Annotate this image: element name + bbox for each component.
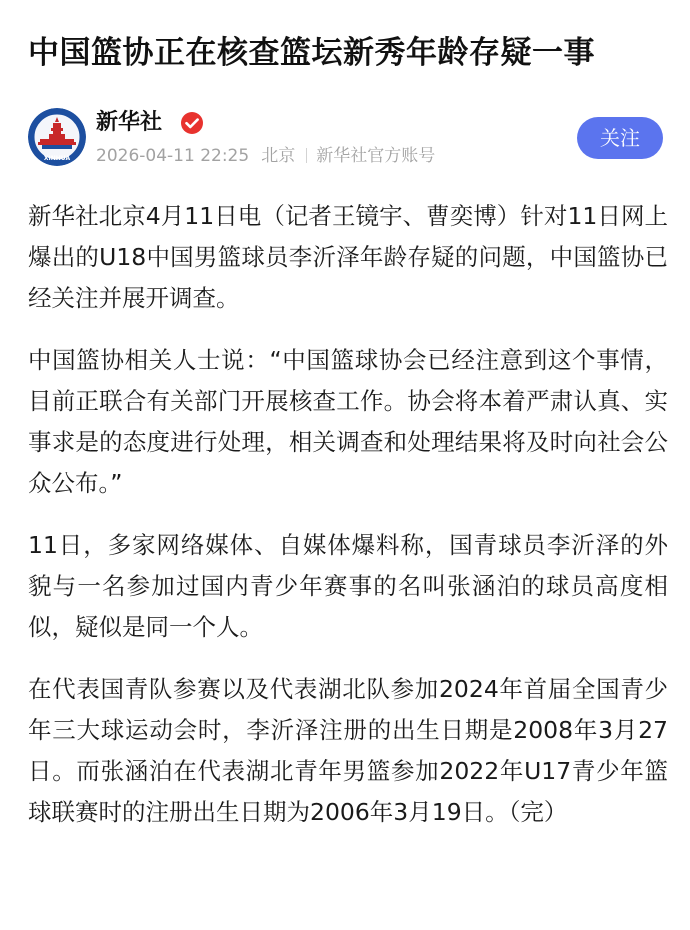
author-name[interactable]: 新华社	[96, 110, 163, 135]
article-body	[28, 196, 668, 854]
author-bar	[28, 108, 668, 172]
svg-text:XINHUA: XINHUA	[43, 155, 71, 162]
xinhua-logo-icon	[28, 108, 86, 166]
verified-badge-icon	[180, 111, 204, 135]
publish-date: 2026-04-11 22:25	[96, 146, 250, 166]
article-paragraph: 11日，多家网络媒体、自媒体爆料称，国青球员李沂泽的外貌与一名参加过国内青少年赛事的名叫张涵泊的球员高度相似，疑似是同一个人。	[28, 531, 668, 641]
publish-location: 北京	[261, 146, 296, 166]
avatar[interactable]	[28, 108, 86, 166]
article-paragraph: 中国篮协相关人士说：“中国篮球协会已经注意到这个事情，目前正联合有关部门开展核查工作。协会将本着严肃认真、实事求是的态度进行处理，相关调查和处理结果将及时向社会公众公布。”	[28, 346, 668, 497]
follow-button[interactable]: 关注	[577, 117, 663, 159]
meta-divider	[306, 148, 307, 163]
article-title: 中国篮协正在核查篮坛新秀年龄存疑一事	[28, 35, 595, 71]
article-paragraph: 新华社北京4月11日电（记者王镜宇、曹奕博）针对11日网上爆出的U18中国男篮球员李沂泽年龄存疑的问题，中国篮协已经关注并展开调查。	[28, 202, 668, 312]
meta-line	[96, 144, 435, 168]
article-paragraph: 在代表国青队参赛以及代表湖北队参加2024年首届全国青少年三大球运动会时，李沂泽注册的出生日期是2008年3月27日。而张涵泊在代表湖北青年男篮参加2022年U17青少年篮球联赛时的注册出生日期为2006年3月19日。（完）	[28, 675, 668, 826]
account-type: 新华社官方账号	[316, 146, 436, 166]
